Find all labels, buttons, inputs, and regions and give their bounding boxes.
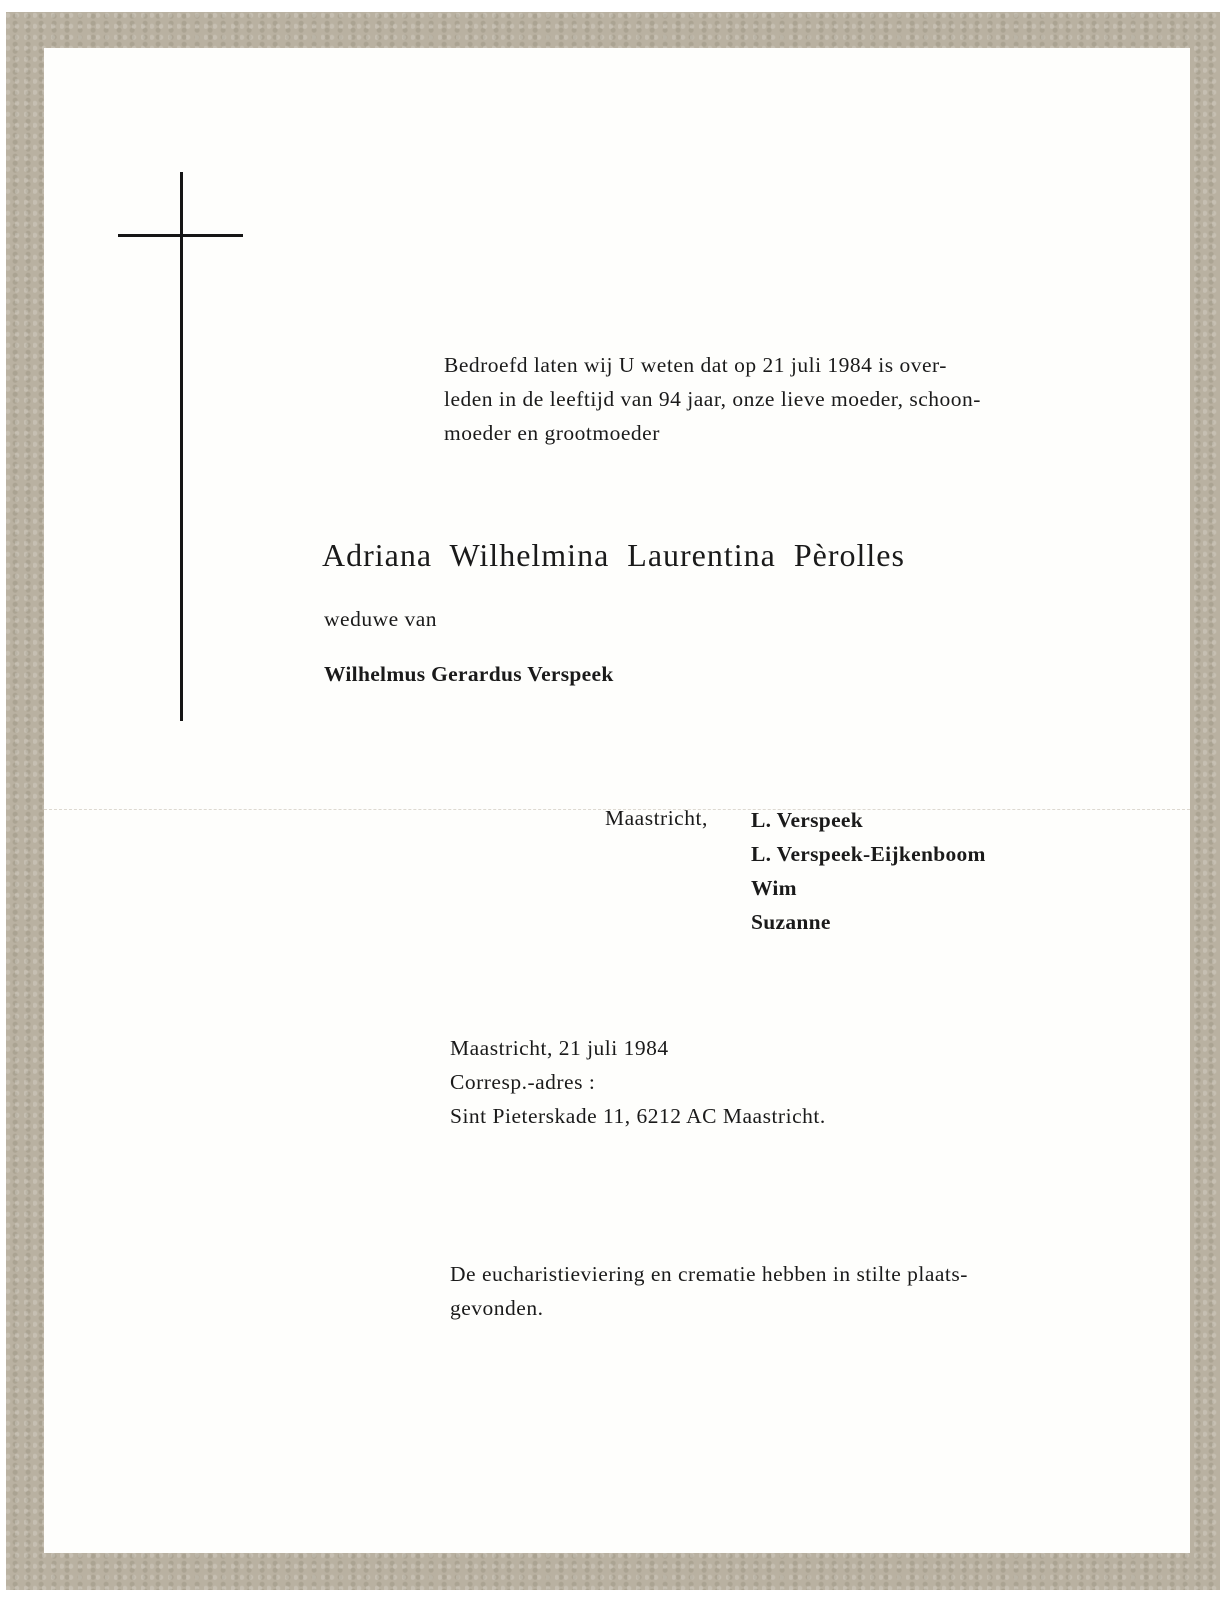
cross-icon-vertical: [180, 172, 183, 721]
cross-icon-horizontal: [118, 234, 243, 237]
mourner-name: L. Verspeek-Eijkenboom: [751, 842, 986, 866]
mourners-city: Maastricht,: [605, 806, 708, 830]
mourner-name: L. Verspeek: [751, 808, 864, 832]
footer-text: [450, 1257, 968, 1325]
correspondence-address: Sint Pieterskade 11, 6212 AC Maastricht.: [450, 1104, 826, 1128]
intro-text: [444, 348, 981, 450]
footer-line: gevonden.: [450, 1296, 544, 1320]
mourner-name: Suzanne: [751, 910, 831, 934]
footer-line: De eucharistieviering en crematie hebben in stilte plaats-: [450, 1262, 968, 1286]
intro-line: Bedroefd laten wij U weten dat op 21 juli 1984 is over-: [444, 353, 947, 377]
spouse-name: Wilhelmus Gerardus Verspeek: [324, 662, 614, 686]
card-border: [6, 12, 1220, 1590]
place-date: Maastricht, 21 juli 1984: [450, 1036, 669, 1060]
widow-label: weduwe van: [324, 607, 438, 631]
death-notice-card: [44, 48, 1190, 1553]
mourner-name: Wim: [751, 876, 797, 900]
intro-line: leden in de leeftijd van 94 jaar, onze lieve moeder, schoon-: [444, 387, 981, 411]
deceased-name: Adriana Wilhelmina Laurentina Pèrolles: [322, 537, 905, 573]
intro-line: moeder en grootmoeder: [444, 421, 660, 445]
correspondence-label: Corresp.-adres :: [450, 1070, 596, 1094]
mourners-list: [751, 803, 986, 939]
